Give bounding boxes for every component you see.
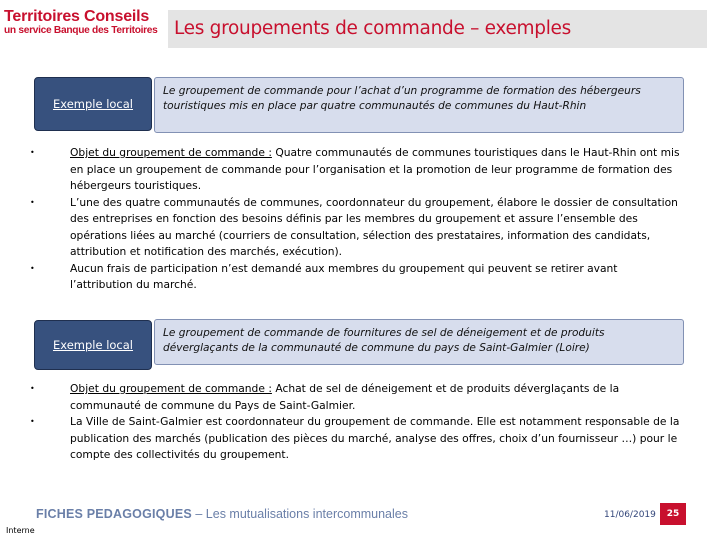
example2-description: Le groupement de commande de fournitures de sel de déneigement et de produits déverglaçants de la communauté de commune du pays de Saint-Galmier (Loire) [163,327,605,354]
example1-label: Exemple local [52,97,134,111]
footer-title [36,507,408,521]
list-item [30,381,680,414]
bullet-icon: • [30,148,35,157]
example1-description: Le groupement de commande pour l’achat d’un programme de formation des hébergeurs touristiques mis en place par quatre communautés de communes du Haut-Rhin [163,85,641,112]
example1-bullets [30,145,680,294]
example2-bullets [30,381,680,464]
bullet-icon: • [30,197,35,207]
list-item [30,145,680,195]
example1-description-box [154,77,684,133]
logo [4,8,164,37]
bullet-icon: • [30,384,35,393]
example1-bullet1-prefix: Objet du groupement de commande : [70,146,272,159]
example1-bullet1-text: Quatre communautés de communes touristiques dans le Haut-Rhin ont mis en place un groupement de commande pour l’organisation et la promotion de leur programme de formation des hébergeurs touristiques. [70,146,680,192]
classification-label: Interne [6,526,35,535]
footer-title-bold: FICHES PEDAGOGIQUES [36,507,192,521]
example2-label-box [34,320,152,370]
page-title: Les groupements de commande – exemples [174,18,571,39]
example2-label: Exemple local [52,338,134,352]
page-number-text: 25 [666,509,680,519]
page-number [660,503,686,525]
example1-bullet2-text: L’une des quatre communautés de communes, coordonnateur du groupement, élabore le dossier de consultation des entreprises en fonction des besoins définis par les membres du groupement et assure l’ensemble des opérations liées au marché (courriers de consultation, sélection des prestataires, information des candidats, attribution et notification des marchés, exécution). [70,195,678,258]
list-item [30,195,680,261]
example1-label-box [34,77,152,131]
logo-name: Territoires Conseils [4,8,150,25]
example2-bullet2-text: La Ville de Saint-Galmier est coordonnateur du groupement de commande. Elle est notamment responsable de la publication des marchés (publication des pièces du marché, analyse des offres, choix d’un fournisseur …) pour le compte des collectivités du groupement. [70,415,680,461]
example2-description-box [154,319,684,365]
footer-title-rest: – Les mutualisations intercommunales [191,507,408,521]
example2-bullet1-prefix: Objet du groupement de commande : [70,382,272,395]
example1-bullet3-text: Aucun frais de participation n’est demandé aux membres du groupement qui peuvent se retirer avant l’attribution du marché. [70,261,618,291]
title-bar [168,10,707,48]
bullet-icon: • [30,417,35,426]
list-item [30,414,680,464]
logo-tagline: un service Banque des Territoires [4,25,158,36]
footer-date: 11/06/2019 [604,510,656,520]
list-item [30,261,680,294]
example2-bullet1-text: Achat de sel de déneigement et de produits déverglaçants de la communauté de commune du Pays de Saint-Galmier. [70,382,620,412]
bullet-icon: • [30,263,35,273]
